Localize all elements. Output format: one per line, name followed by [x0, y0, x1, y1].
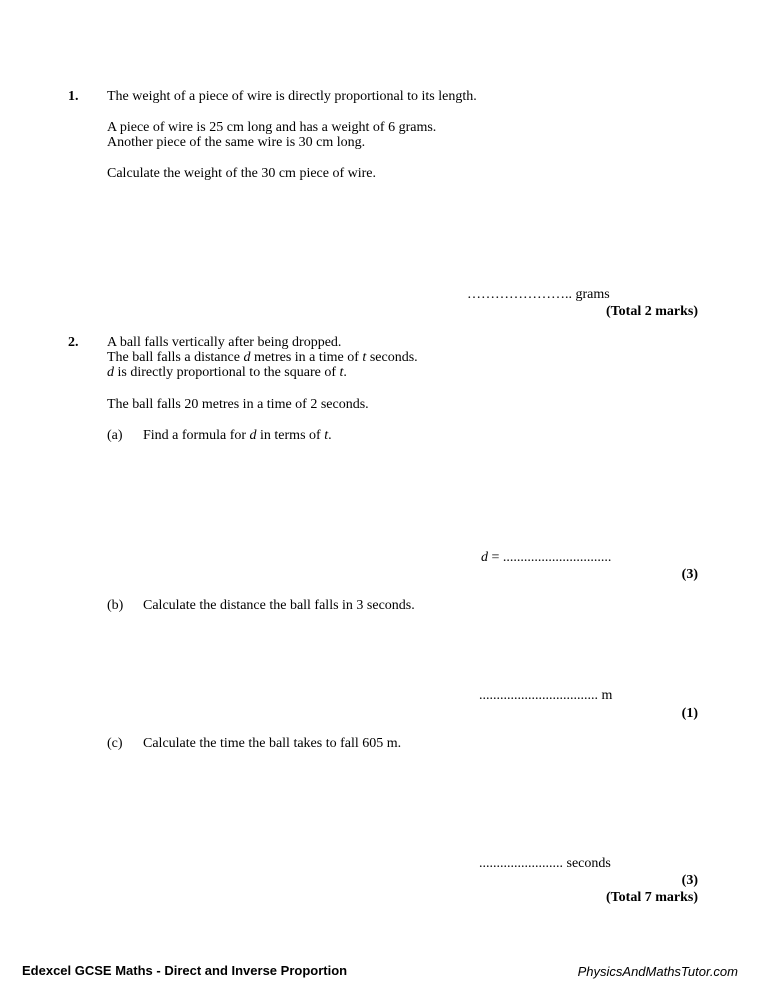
question-2-intro-3 — [107, 365, 347, 381]
part-c-answer-line[interactable] — [479, 856, 611, 872]
part-c-label: (c) — [107, 736, 123, 751]
footer-website: PhysicsAndMathsTutor.com — [577, 964, 738, 979]
question-2-total-marks: (Total 7 marks) — [605, 890, 698, 905]
question-2-intro-2 — [107, 350, 418, 366]
part-c-question: Calculate the time the ball takes to fall 605 m. — [143, 736, 402, 751]
answer-unit: grams — [575, 287, 610, 302]
answer-dots: ........................ — [479, 856, 563, 871]
part-a-marks: (3) — [681, 567, 698, 582]
answer-dots: .................................. — [479, 688, 598, 703]
part-b-answer-line[interactable] — [479, 688, 612, 704]
part-c-marks: (3) — [681, 873, 698, 888]
variable-t: t — [362, 350, 367, 365]
text: . — [328, 428, 332, 443]
part-a-answer-line[interactable] — [481, 550, 611, 566]
question-2-number: 2. — [68, 335, 79, 350]
part-a-question — [143, 428, 332, 444]
variable-t: t — [324, 428, 329, 443]
question-2-given: The ball falls 20 metres in a time of 2 seconds. — [107, 397, 369, 412]
question-2-intro-1: A ball falls vertically after being dropped. — [107, 335, 342, 350]
answer-unit: m — [601, 688, 613, 703]
question-1-line-3: Another piece of the same wire is 30 cm long. — [107, 135, 366, 150]
variable-d: d — [249, 428, 257, 443]
question-1-answer-line[interactable] — [467, 287, 610, 303]
text: in terms of — [256, 428, 325, 443]
text: metres in a time of — [250, 350, 363, 365]
text: is directly proportional to the square of — [114, 365, 340, 380]
part-b-label: (b) — [107, 598, 124, 613]
part-b-marks: (1) — [681, 706, 698, 721]
footer-title: Edexcel GCSE Maths - Direct and Inverse Proportion — [22, 963, 348, 978]
question-1-number: 1. — [68, 89, 79, 104]
variable-d: d — [243, 350, 251, 365]
question-1-line-2: A piece of wire is 25 cm long and has a weight of 6 grams. — [107, 120, 437, 135]
answer-dots: = ............................... — [488, 550, 612, 565]
question-1-total-marks: (Total 2 marks) — [605, 304, 698, 319]
question-1-task: Calculate the weight of the 30 cm piece of wire. — [107, 166, 377, 181]
variable-d: d — [481, 550, 488, 565]
variable-d: d — [107, 365, 114, 380]
part-a-label: (a) — [107, 428, 123, 443]
answer-dots: ………………….. — [467, 287, 572, 302]
text: . — [343, 365, 347, 380]
variable-t: t — [339, 365, 344, 380]
part-b-question: Calculate the distance the ball falls in 3 seconds. — [143, 598, 415, 613]
question-1-intro: The weight of a piece of wire is directly proportional to its length. — [107, 89, 477, 104]
text: seconds. — [366, 350, 418, 365]
text: Find a formula for — [143, 428, 250, 443]
answer-unit: seconds — [566, 856, 611, 871]
text: The ball falls a distance — [107, 350, 244, 365]
